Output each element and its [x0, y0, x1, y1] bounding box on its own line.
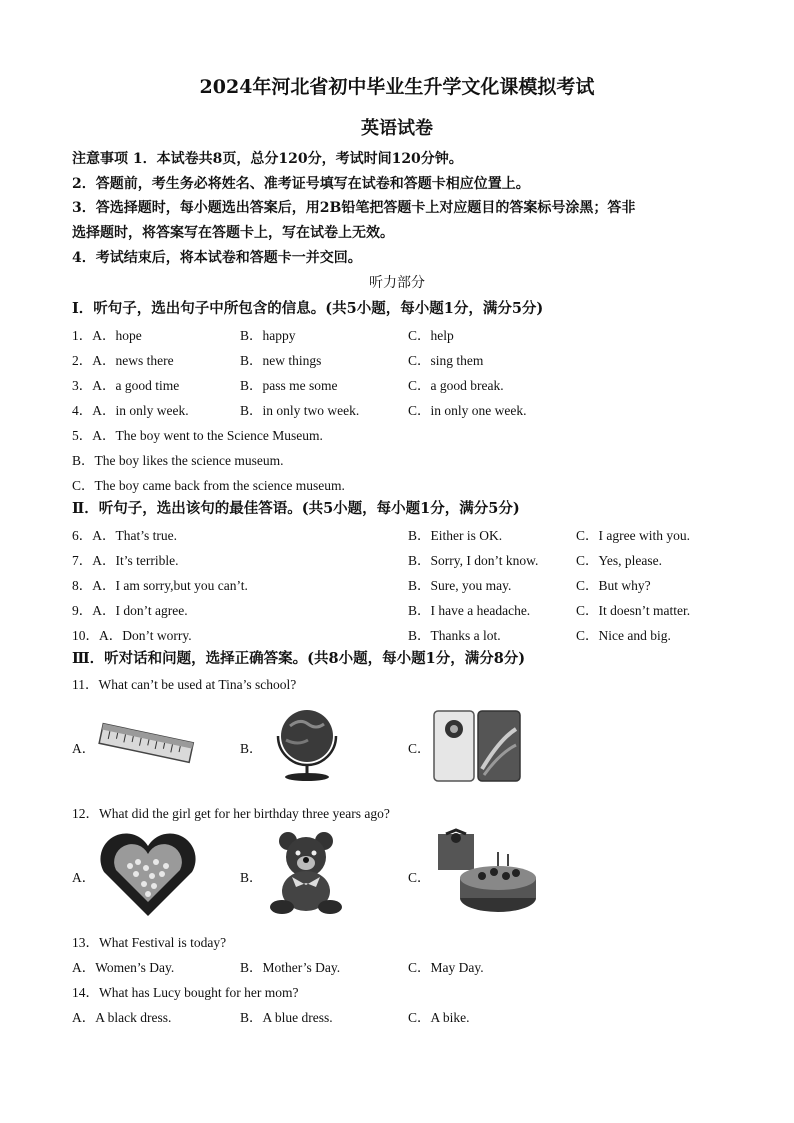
q11-label-a: A．	[72, 741, 96, 756]
q7-option-c: C．Yes, please.	[576, 553, 663, 568]
q10-option-a: 10．A．Don’t worry.	[72, 628, 192, 643]
q2-option-c: C．sing them	[408, 353, 484, 368]
q2-option-a: 2．A．news there	[72, 353, 174, 368]
q4-option-a: 4．A．in only week.	[72, 403, 189, 418]
q8-option-c: C．But why?	[576, 578, 651, 593]
q9-option-c: C．It doesn’t matter.	[576, 603, 691, 618]
q14-text: 14．What has Lucy bought for her mom?	[72, 985, 299, 1000]
q9-option-a: 9．A．I don’t agree.	[72, 603, 188, 618]
q5-option-b: B．The boy likes the science museum.	[72, 453, 284, 468]
q5-option-c: C．The boy came back from the science museum.	[72, 478, 345, 493]
q3-option-c: C．a good break.	[408, 378, 504, 393]
q13-option-b: B．Mother’s Day.	[240, 960, 341, 975]
heart-icon	[96, 830, 200, 920]
q12-label-b: B．	[240, 870, 263, 885]
note-1: 注意事项 1．本试卷共8页，总分120分，考试时间120分钟。	[72, 151, 463, 167]
q10-option-c: C．Nice and big.	[576, 628, 671, 643]
q1-option-a: 1．A．hope	[72, 328, 142, 343]
q1-option-c: C．help	[408, 328, 454, 343]
q12-text: 12．What did the girl get for her birthday three years ago?	[72, 806, 390, 821]
note-3-cont: 选择题时，将答案写在答题卡上，写在试卷上无效。	[72, 225, 394, 241]
globe-icon	[262, 704, 352, 784]
note-4: 4．考试结束后，将本试卷和答题卡一并交回。	[72, 250, 362, 266]
q12-label-c: C．	[408, 870, 431, 885]
q14-option-c: C．A bike.	[408, 1010, 470, 1025]
phone-icon	[432, 709, 522, 783]
q13-option-a: A．Women’s Day.	[72, 960, 175, 975]
cake-icon	[432, 828, 542, 920]
q13-text: 13．What Festival is today?	[72, 935, 227, 950]
section-3-title: Ⅲ．听对话和问题，选择正确答案。(共8小题，每小题1分，满分8分)	[72, 650, 526, 667]
teddy-bear-icon	[264, 829, 348, 915]
q14-option-b: B．A blue dress.	[240, 1010, 333, 1025]
q9-option-b: B．I have a headache.	[408, 603, 531, 618]
q12-label-a: A．	[72, 870, 96, 885]
q6-option-c: C．I agree with you.	[576, 528, 690, 543]
note-2: 2．答题前，考生务必将姓名、准考证号填写在试卷和答题卡相应位置上。	[72, 176, 530, 192]
q7-option-b: B．Sorry, I don’t know.	[408, 553, 539, 568]
q6-option-b: B．Either is OK.	[408, 528, 503, 543]
q3-option-a: 3．A．a good time	[72, 378, 180, 393]
q11-text: 11．What can’t be used at Tina’s school?	[72, 677, 297, 692]
note-3: 3．答选择题时，每小题选出答案后，用2B铅笔把答题卡上对应题目的答案标号涂黑；答非	[72, 200, 636, 216]
section-2-title: Ⅱ．听句子，选出该句的最佳答语。(共5小题，每小题1分，满分5分)	[72, 500, 520, 517]
section-1-title: Ⅰ．听句子，选出句子中所包含的信息。(共5小题，每小题1分，满分5分)	[72, 300, 544, 317]
q4-option-b: B．in only two week.	[240, 403, 360, 418]
q13-option-c: C．May Day.	[408, 960, 484, 975]
page-subtitle: 英语试卷	[361, 118, 433, 139]
q4-option-c: C．in only one week.	[408, 403, 527, 418]
listening-title: 听力部分	[369, 275, 425, 291]
q14-option-a: A．A black dress.	[72, 1010, 172, 1025]
q1-option-b: B．happy	[240, 328, 296, 343]
q7-option-a: 7．A．It’s terrible.	[72, 553, 179, 568]
q8-option-b: B．Sure, you may.	[408, 578, 512, 593]
ruler-icon	[96, 715, 196, 773]
q2-option-b: B．new things	[240, 353, 322, 368]
q11-label-c: C．	[408, 741, 431, 756]
q10-option-b: B．Thanks a lot.	[408, 628, 501, 643]
q11-label-b: B．	[240, 741, 263, 756]
q5-option-a: 5．A．The boy went to the Science Museum.	[72, 428, 323, 443]
q3-option-b: B．pass me some	[240, 378, 338, 393]
page-title: 2024年河北省初中毕业生升学文化课模拟考试	[199, 76, 595, 98]
q8-option-a: 8．A．I am sorry,but you can’t.	[72, 578, 248, 593]
q6-option-a: 6．A．That’s true.	[72, 528, 177, 543]
